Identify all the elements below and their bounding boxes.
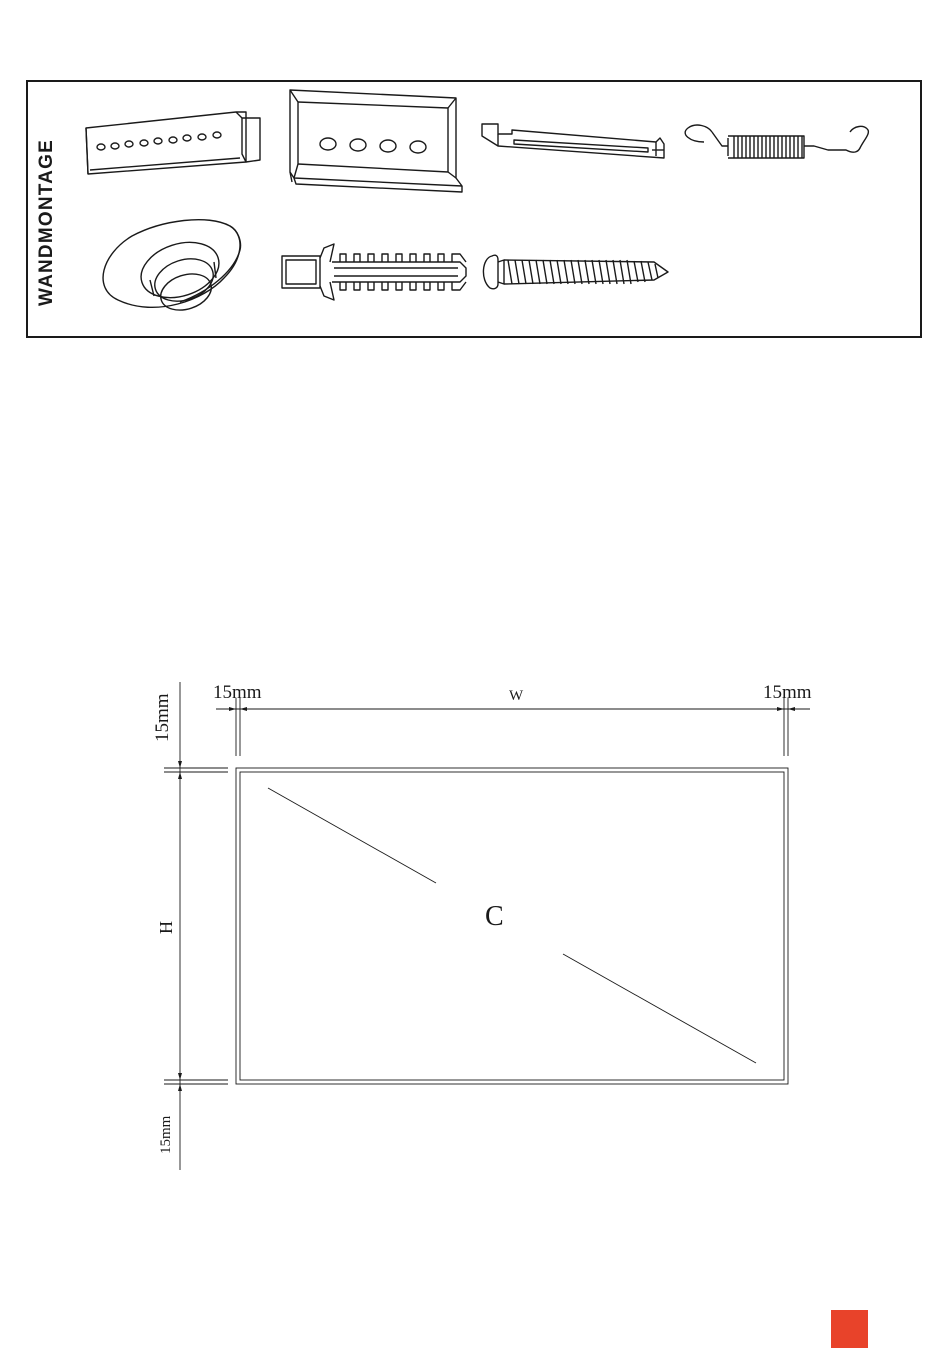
height-label: H bbox=[156, 921, 176, 934]
page-corner-marker bbox=[831, 1310, 868, 1348]
left-margin-label: 15mm bbox=[213, 682, 262, 703]
right-margin-label: 15mm bbox=[763, 682, 812, 703]
bottom-margin-label: 15mm bbox=[158, 1115, 174, 1154]
flat-slide-bar-icon bbox=[482, 124, 664, 158]
center-label: C bbox=[485, 901, 504, 932]
wall-plug-icon bbox=[282, 244, 466, 300]
screw-icon bbox=[483, 255, 668, 289]
dimension-arrows bbox=[178, 707, 795, 1091]
mounting-channel-bracket-icon bbox=[290, 90, 462, 192]
parts-illustrations bbox=[28, 82, 920, 336]
diagonal-upper bbox=[268, 788, 436, 883]
tension-spring-icon bbox=[685, 125, 868, 158]
width-label: W bbox=[509, 688, 524, 704]
diagonal-lower bbox=[563, 954, 756, 1063]
perforated-bracket-icon bbox=[86, 112, 260, 174]
parts-title: WANDMONTAGE bbox=[36, 139, 57, 306]
dimension-diagram bbox=[0, 660, 950, 1180]
rubber-washer-icon bbox=[103, 220, 240, 317]
top-margin-label: 15mm bbox=[152, 693, 173, 742]
parts-panel bbox=[26, 80, 922, 338]
frame-outer bbox=[236, 768, 788, 1084]
